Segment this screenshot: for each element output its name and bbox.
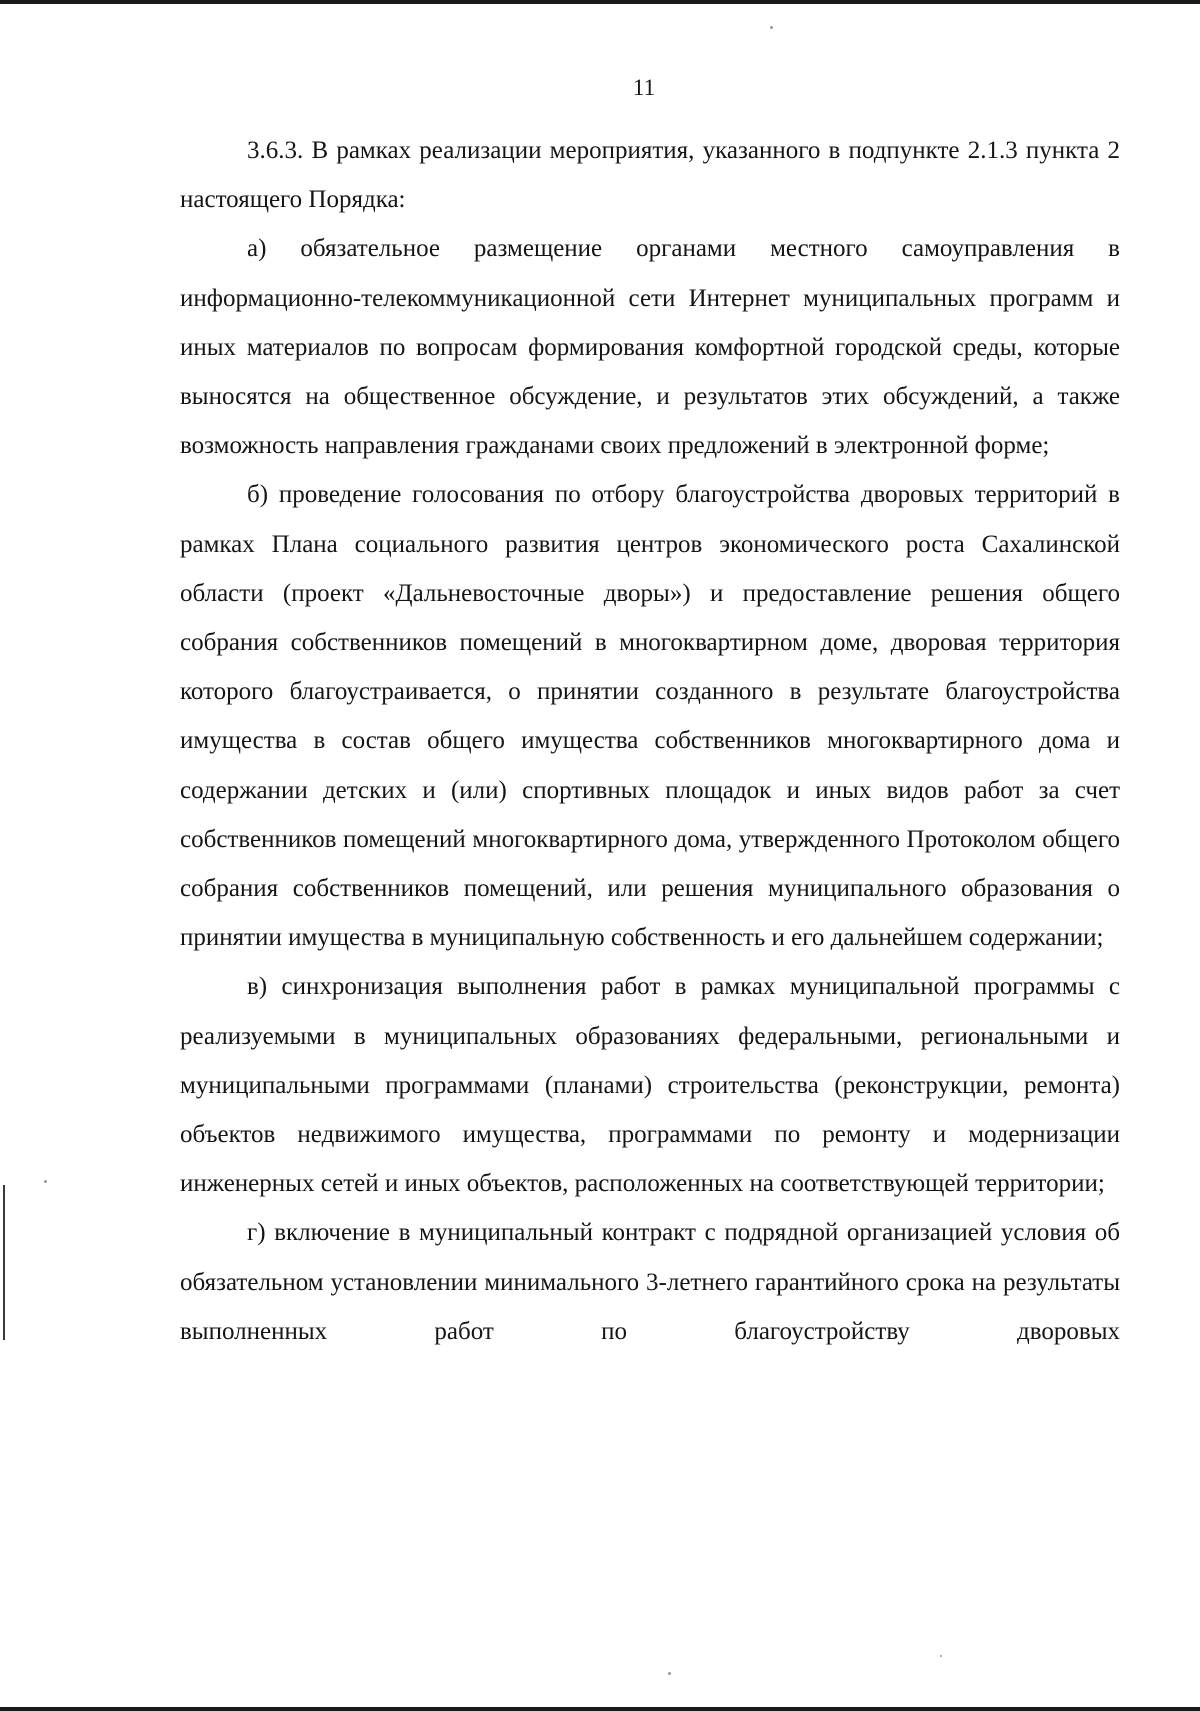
paragraph-item-a: а) обязательное размещение органами местного самоуправления в информационно-телекоммуникационной сети Интернет муниципальных программ и иных материалов по вопросам формирования комфортной городской среды, которые выносятся на общественное обсуждение, и результатов этих обсуждений, а также возможность направления гражданами своих предложений в электронной форме; bbox=[180, 235, 1120, 460]
scan-speck bbox=[668, 1672, 671, 1675]
document-body bbox=[180, 126, 1120, 1356]
page-number: 11 bbox=[632, 75, 656, 100]
paragraph-3-6-3: 3.6.3. В рамках реализации мероприятия, указанного в подпункте 2.1.3 пункта 2 настоящего Порядка: bbox=[180, 137, 1120, 214]
scan-speck bbox=[940, 1655, 942, 1657]
scan-left-edge bbox=[3, 1185, 5, 1340]
scan-speck bbox=[44, 1180, 47, 1183]
scan-bottom-border bbox=[0, 1707, 1200, 1711]
scan-speck bbox=[770, 26, 773, 29]
paragraph-item-b: б) проведение голосования по отбору благоустройства дворовых территорий в рамках Плана социального развития центров экономического роста Сахалинской области (проект «Дальневосточные дворы») и предоставление решения общего собрания собственников помещений в многоквартирном доме, дворовая территория которого благоустраивается, о принятии созданного в результате благоустройства имущества в состав общего имущества собственников многоквартирного дома и содержании детских и (или) спортивных площадок и иных видов работ за счет собственников помещений многоквартирного дома, утвержденного Протоколом общего собрания собственников помещений, или решения муниципального образования о принятии имущества в муниципальную собственность и его дальнейшем содержании; bbox=[180, 481, 1120, 952]
paragraph-item-g: г) включение в муниципальный контракт с подрядной организацией условия об обязательном установлении минимального 3-летнего гарантийного срока на результаты выполненных работ по благоустройству дворовых bbox=[180, 1219, 1120, 1345]
paragraph-item-v: в) синхронизация выполнения работ в рамках муниципальной программы с реализуемыми в муниципальных образованиях федеральными, региональными и муниципальными программами (планами) строительства (реконструкции, ремонта) объектов недвижимого имущества, программами по ремонту и модернизации инженерных сетей и иных объектов, расположенных на соответствующей территории; bbox=[180, 973, 1120, 1198]
scan-top-border bbox=[0, 0, 1200, 4]
